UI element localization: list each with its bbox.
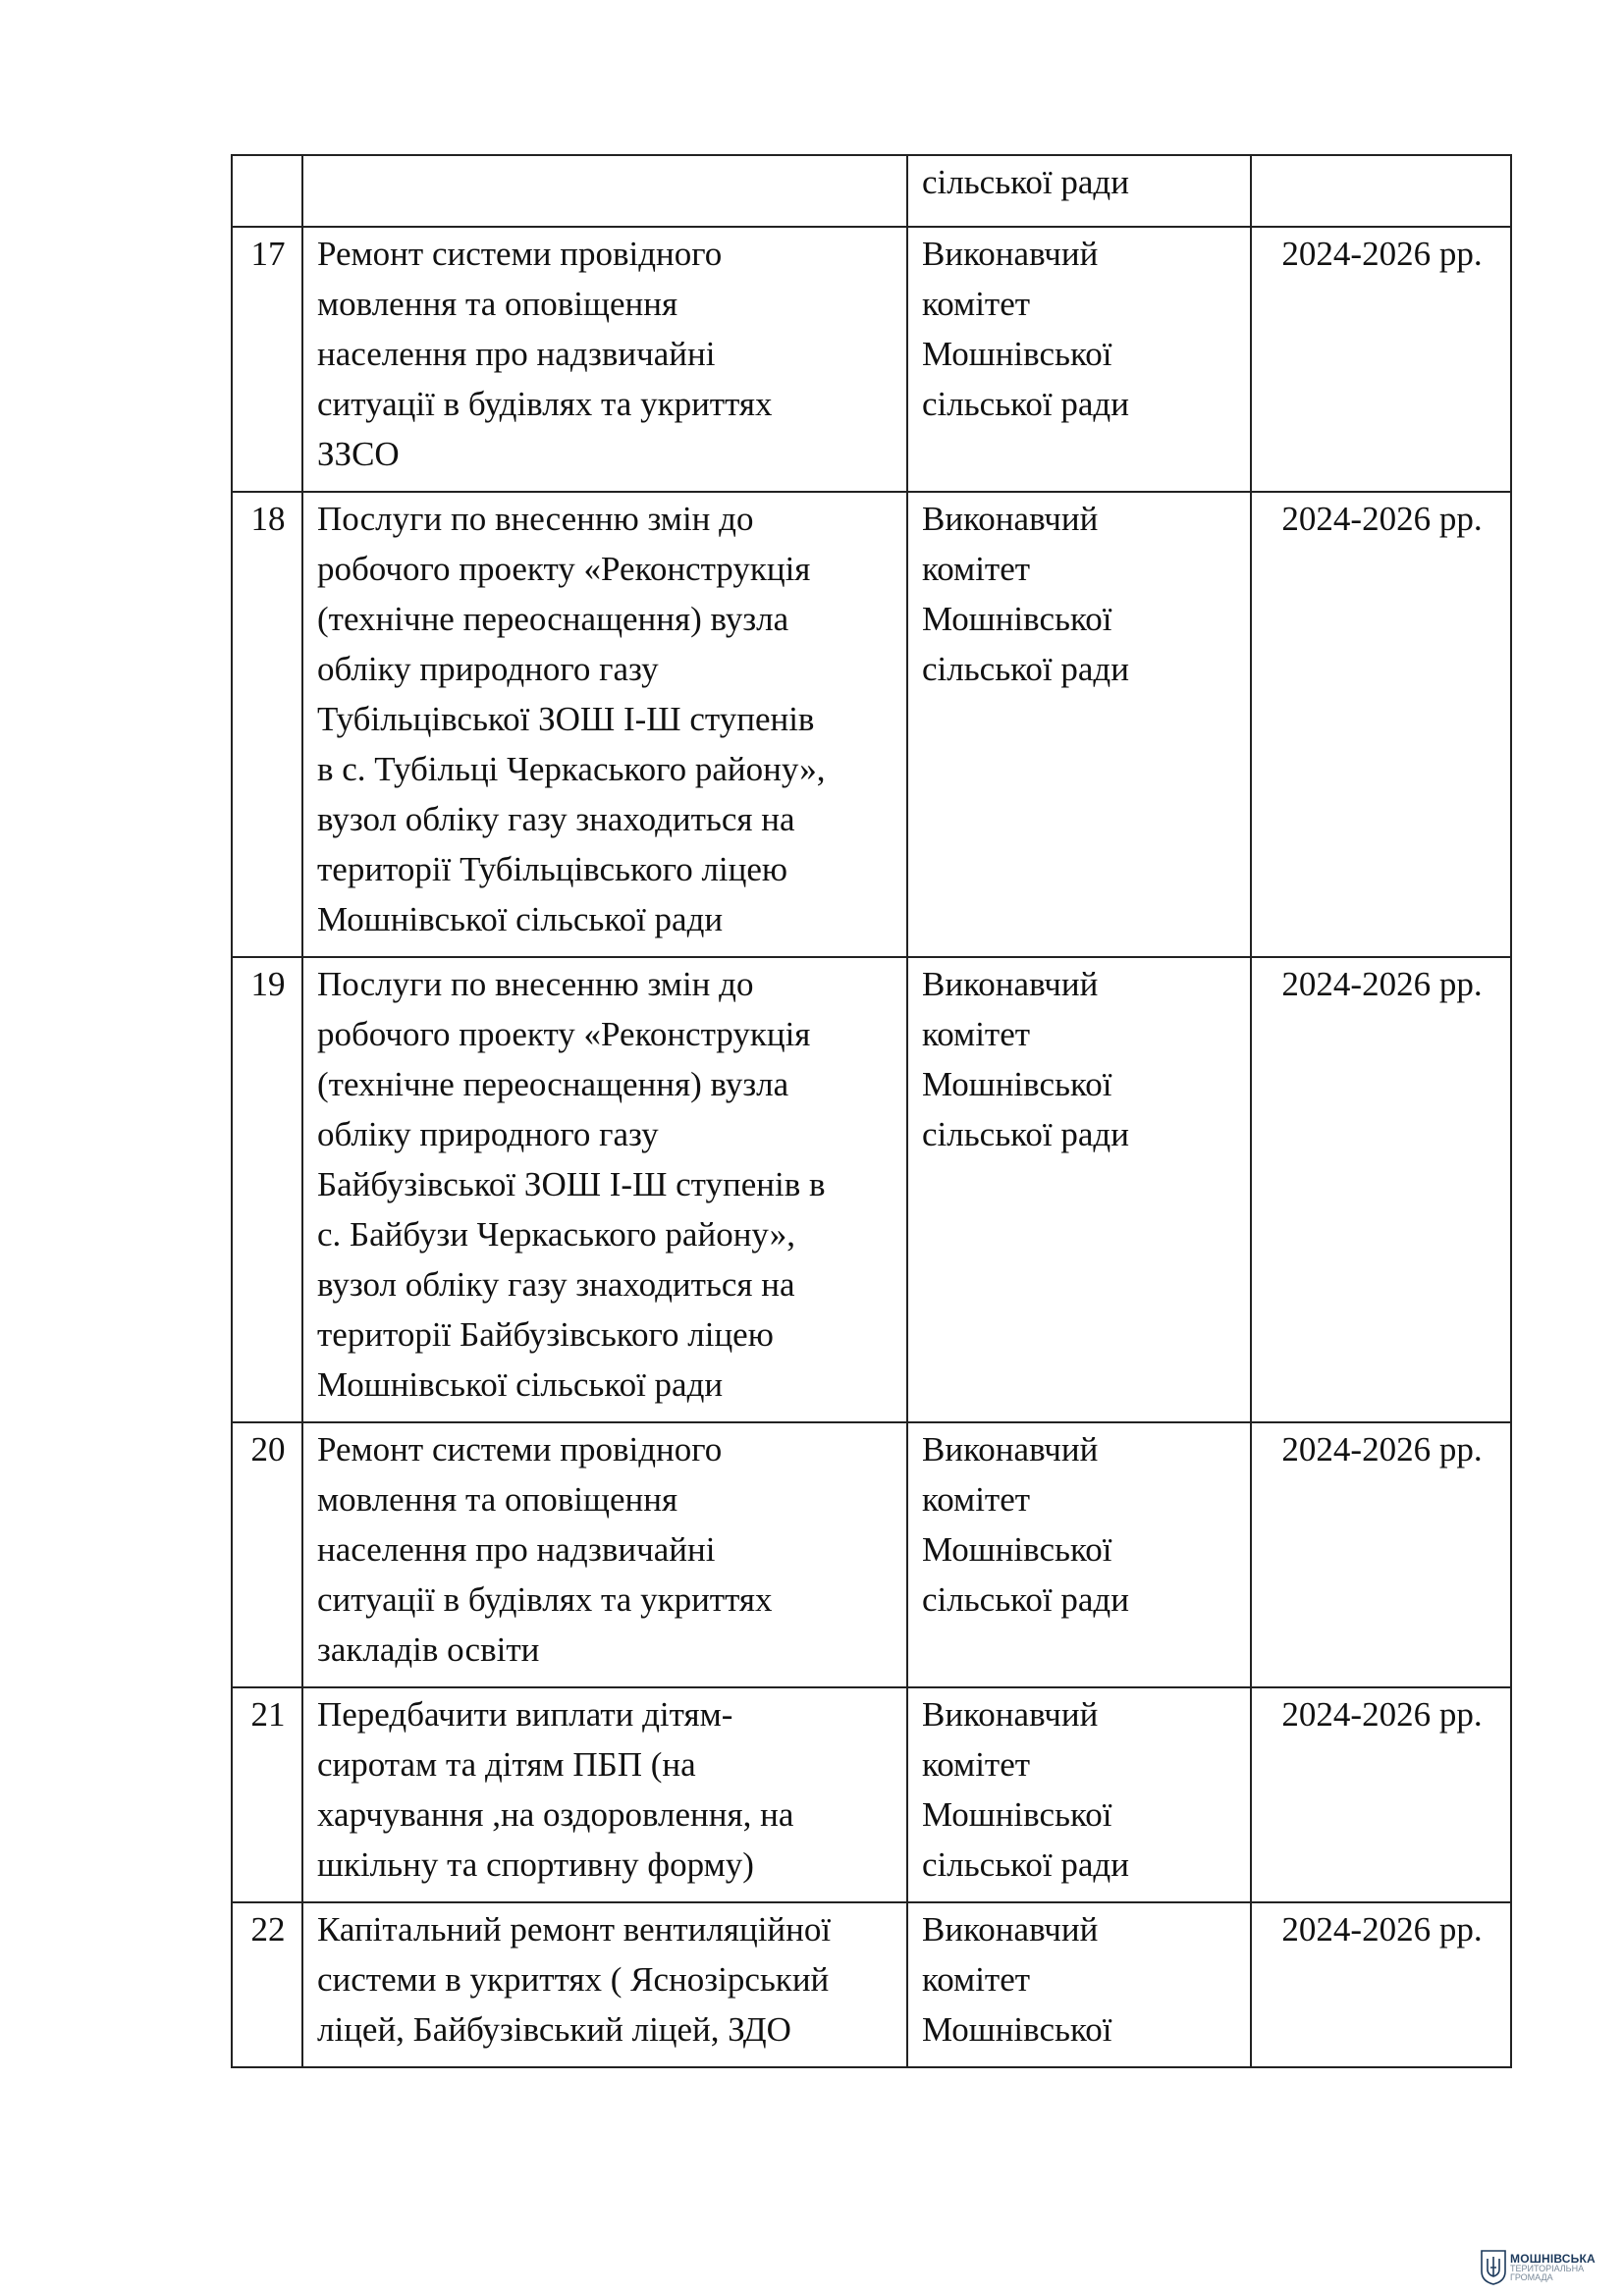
measure-line: Ремонт системи провідного — [317, 235, 723, 273]
measure-line: Байбузівської ЗОШ І-Ш ступенів в — [317, 1165, 826, 1203]
executor-line: Мошнівської — [922, 335, 1112, 373]
row-number — [232, 155, 302, 227]
term: 2024-2026 рр. — [1251, 1687, 1511, 1902]
trident-emblem-icon — [1481, 2250, 1506, 2285]
measure-line: ліцей, Байбузівський ліцей, ЗДО — [317, 2010, 791, 2049]
term: 2024-2026 рр. — [1251, 1422, 1511, 1687]
executor-line: комітет — [922, 1960, 1031, 1999]
table-row — [232, 492, 1511, 957]
measure-line: Послуги по внесенню змін до — [317, 965, 754, 1003]
executor — [907, 1687, 1251, 1902]
executor-line: сільської ради — [922, 1845, 1129, 1884]
table-row — [232, 957, 1511, 1422]
measure-description — [302, 957, 907, 1422]
term: 2024-2026 рр. — [1251, 1902, 1511, 2067]
logo-subtitle-1: ТЕРИТОРІАЛЬНА — [1510, 2264, 1585, 2273]
row-number: 20 — [232, 1422, 302, 1687]
measure-description — [302, 1687, 907, 1902]
measure-description — [302, 227, 907, 492]
term — [1251, 155, 1511, 227]
measure-line: населення про надзвичайні — [317, 1530, 716, 1569]
community-logo — [1481, 2250, 1596, 2285]
measure-line: території Тубільцівського ліцею — [317, 850, 788, 888]
executor-line: сільської ради — [922, 1115, 1129, 1153]
row-number: 21 — [232, 1687, 302, 1902]
measure-line: обліку природного газу — [317, 1115, 659, 1153]
term: 2024-2026 рр. — [1251, 492, 1511, 957]
measure-line: сиротам та дітям ПБП (на — [317, 1745, 696, 1784]
executor-line: Мошнівської — [922, 1065, 1112, 1103]
executor-line: Мошнівської — [922, 1795, 1112, 1834]
executor-line: Мошнівської — [922, 2010, 1112, 2049]
measure-line: ситуації в будівлях та укриттях — [317, 385, 773, 423]
measure-description — [302, 492, 907, 957]
measure-description — [302, 155, 907, 227]
measure-line: ЗЗСО — [317, 435, 400, 473]
table-row — [232, 1687, 1511, 1902]
measure-line: (технічне переоснащення) вузла — [317, 600, 789, 638]
executor-line: Виконавчий — [922, 235, 1099, 273]
term: 2024-2026 рр. — [1251, 227, 1511, 492]
measure-line: закладів освіти — [317, 1630, 540, 1669]
executor-line: комітет — [922, 1745, 1031, 1784]
executor — [907, 155, 1251, 227]
measures-table — [231, 154, 1512, 2068]
row-number: 19 — [232, 957, 302, 1422]
executor-line: сільської ради — [922, 385, 1129, 423]
measure-line: в с. Тубільці Черкаського району», — [317, 750, 826, 788]
measure-line: Послуги по внесенню змін до — [317, 500, 754, 538]
executor-line: Виконавчий — [922, 1910, 1099, 1949]
executor — [907, 227, 1251, 492]
measure-line: вузол обліку газу знаходиться на — [317, 800, 795, 838]
executor — [907, 1902, 1251, 2067]
measure-line: Мошнівської сільської ради — [317, 900, 724, 938]
executor-line: Виконавчий — [922, 500, 1099, 538]
executor-line: комітет — [922, 285, 1031, 323]
measure-line: мовлення та оповіщення — [317, 285, 678, 323]
executor-line: Виконавчий — [922, 1695, 1099, 1734]
measure-line: Передбачити виплати дітям- — [317, 1695, 733, 1734]
executor — [907, 957, 1251, 1422]
measure-line: харчування ,на оздоровлення, на — [317, 1795, 794, 1834]
measure-line: території Байбузівського ліцею — [317, 1315, 774, 1354]
executor-line: сільської ради — [922, 1580, 1129, 1619]
executor-line: комітет — [922, 550, 1031, 588]
measure-line: (технічне переоснащення) вузла — [317, 1065, 789, 1103]
measure-line: Капітальний ремонт вентиляційної — [317, 1910, 832, 1949]
executor — [907, 1422, 1251, 1687]
executor-line: Мошнівської — [922, 1530, 1112, 1569]
measure-line: робочого проекту «Реконструкція — [317, 550, 811, 588]
executor-line: сільської ради — [922, 650, 1129, 688]
executor-line: Виконавчий — [922, 965, 1099, 1003]
measure-line: обліку природного газу — [317, 650, 659, 688]
measure-line: населення про надзвичайні — [317, 335, 716, 373]
row-number: 22 — [232, 1902, 302, 2067]
logo-subtitle-2: ГРОМАДА — [1510, 2272, 1553, 2282]
measure-line: мовлення та оповіщення — [317, 1480, 678, 1519]
executor-line: комітет — [922, 1480, 1031, 1519]
measures-table-body — [232, 155, 1511, 2067]
measure-line: с. Байбузи Черкаського району», — [317, 1215, 796, 1254]
measure-line: Мошнівської сільської ради — [317, 1365, 724, 1404]
logo-title: МОШНІВСЬКА — [1510, 2252, 1596, 2266]
measure-line: вузол обліку газу знаходиться на — [317, 1265, 795, 1304]
measure-description — [302, 1422, 907, 1687]
row-number: 18 — [232, 492, 302, 957]
measure-line: робочого проекту «Реконструкція — [317, 1015, 811, 1053]
table-row — [232, 1422, 1511, 1687]
term: 2024-2026 рр. — [1251, 957, 1511, 1422]
table-row — [232, 1902, 1511, 2067]
measure-description — [302, 1902, 907, 2067]
measure-line: Тубільцівської ЗОШ І-Ш ступенів — [317, 700, 815, 738]
measure-line: шкільну та спортивну форму) — [317, 1845, 754, 1884]
executor-line: Виконавчий — [922, 1430, 1099, 1468]
measure-line: ситуації в будівлях та укриттях — [317, 1580, 773, 1619]
measure-line: системи в укриттях ( Яснозірський — [317, 1960, 830, 1999]
executor-line: сільської ради — [922, 163, 1129, 201]
executor-line: комітет — [922, 1015, 1031, 1053]
table-row — [232, 155, 1511, 227]
table-row — [232, 227, 1511, 492]
executor-line: Мошнівської — [922, 600, 1112, 638]
measure-line: Ремонт системи провідного — [317, 1430, 723, 1468]
executor — [907, 492, 1251, 957]
row-number: 17 — [232, 227, 302, 492]
